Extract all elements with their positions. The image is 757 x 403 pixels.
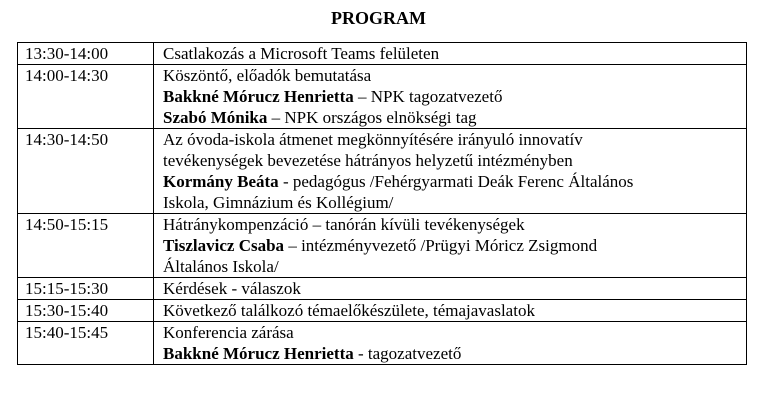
description-line: Általános Iskola/: [163, 257, 279, 276]
program-table: [17, 42, 747, 365]
description-line: Az óvoda-iskola átmenet megkönnyítésére irányuló innovatív: [163, 130, 583, 149]
table-row: [18, 322, 747, 365]
time-cell: 15:15-15:30: [18, 278, 154, 300]
description-line: Hátránykompenzáció – tanórán kívüli tevékenységek: [163, 215, 525, 234]
speaker-line: [163, 343, 742, 364]
speaker-line: [163, 86, 742, 107]
description-line: Iskola, Gimnázium és Kollégium/: [163, 193, 394, 212]
description-line: Csatlakozás a Microsoft Teams felületen: [163, 44, 440, 63]
speaker-name: Szabó Mónika: [163, 108, 268, 127]
table-row: [18, 214, 747, 278]
page-title: PROGRAM: [331, 8, 426, 28]
description-line: Következő találkozó témaelőkészülete, témajavaslatok: [163, 301, 535, 320]
time-cell: 15:40-15:45: [18, 322, 154, 365]
table-row: [18, 300, 747, 322]
speaker-name: Bakkné Mórucz Henrietta: [163, 87, 354, 106]
description-cell: [154, 322, 747, 365]
description-cell: [154, 278, 747, 300]
description-line: Konferencia zárása: [163, 323, 294, 342]
description-cell: [154, 300, 747, 322]
time-cell: 15:30-15:40: [18, 300, 154, 322]
description-cell: [154, 43, 747, 65]
table-row: [18, 43, 747, 65]
table-row: [18, 129, 747, 214]
table-row: [18, 65, 747, 129]
speaker-name: Tiszlavicz Csaba: [163, 236, 285, 255]
time-cell: 14:00-14:30: [18, 65, 154, 129]
speaker-role: - pedagógus /Fehérgyarmati Deák Ferenc Általános: [278, 172, 634, 191]
description-cell: [154, 129, 747, 214]
speaker-role: - tagozatvezető: [353, 344, 462, 363]
description-line: Köszöntő, előadók bemutatása: [163, 66, 372, 85]
speaker-role: – NPK országos elnökségi tag: [267, 108, 477, 127]
time-cell: 14:50-15:15: [18, 214, 154, 278]
speaker-line: [163, 171, 742, 192]
description-cell: [154, 65, 747, 129]
speaker-name: Bakkné Mórucz Henrietta: [163, 344, 354, 363]
description-cell: [154, 214, 747, 278]
table-row: [18, 278, 747, 300]
speaker-name: Kormány Beáta: [163, 172, 279, 191]
description-line: tevékenységek bevezetése hátrányos helyzetű intézményben: [163, 151, 573, 170]
speaker-role: – NPK tagozatvezető: [353, 87, 503, 106]
speaker-line: [163, 235, 742, 256]
description-line: Kérdések - válaszok: [163, 279, 301, 298]
speaker-role: – intézményvezető /Prügyi Móricz Zsigmond: [284, 236, 598, 255]
speaker-line: [163, 107, 742, 128]
time-cell: 13:30-14:00: [18, 43, 154, 65]
time-cell: 14:30-14:50: [18, 129, 154, 214]
